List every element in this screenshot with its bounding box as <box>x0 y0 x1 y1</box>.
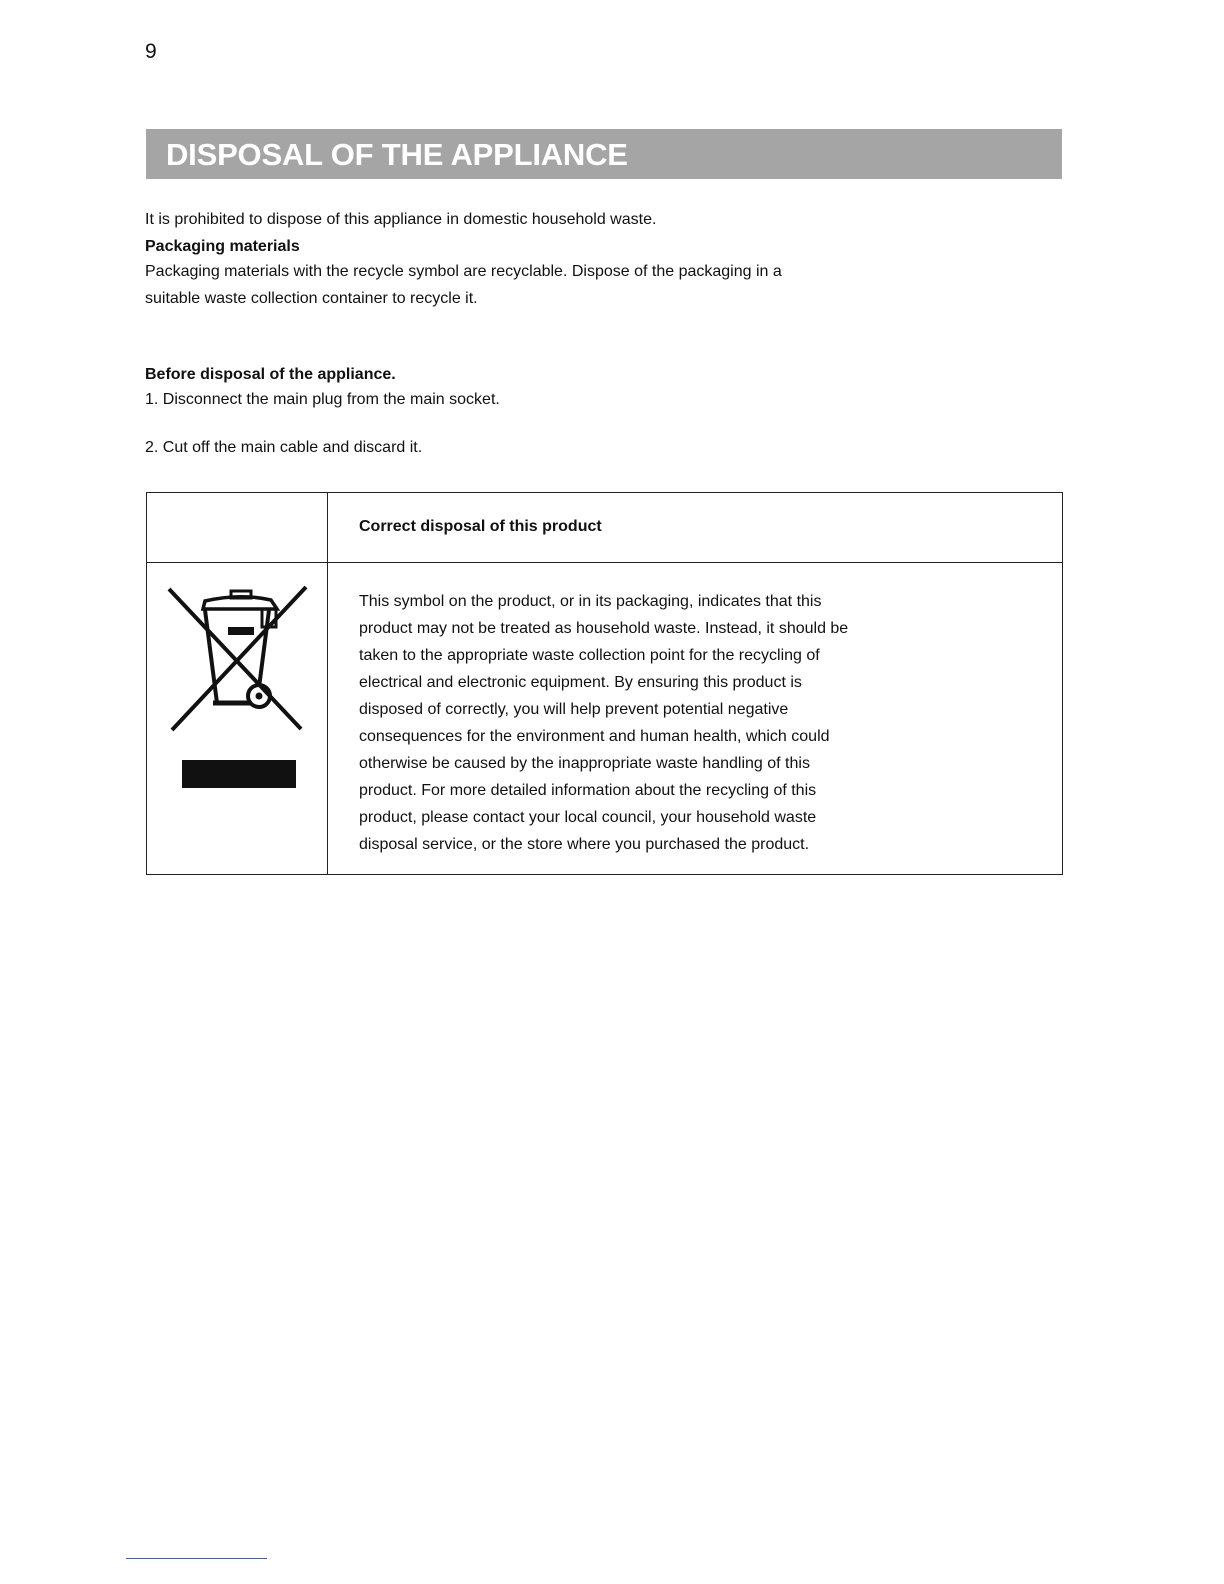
crossed-out-wheelie-bin-icon <box>165 583 310 793</box>
packaging-heading: Packaging materials <box>145 238 300 255</box>
table-row-divider <box>147 562 1062 563</box>
table-body-line: product. For more detailed information about the recycling of this <box>359 782 817 799</box>
page-number: 9 <box>145 40 157 63</box>
table-body-line: otherwise be caused by the inappropriate waste handling of this <box>359 755 810 772</box>
disposal-step-2: 2. Cut off the main cable and discard it. <box>145 439 423 456</box>
table-body-line: consequences for the environment and human health, which could <box>359 728 830 745</box>
table-body-line: product, please contact your local council, your household waste <box>359 809 817 826</box>
section-title-banner <box>146 129 1062 179</box>
before-disposal-heading: Before disposal of the appliance. <box>145 366 396 383</box>
table-body-line: This symbol on the product, or in its packaging, indicates that this <box>359 593 822 610</box>
footer-rule <box>126 1558 267 1559</box>
table-body-text <box>359 588 848 858</box>
disposal-info-table <box>146 492 1063 875</box>
prohibition-text: It is prohibited to dispose of this appliance in domestic household waste. <box>145 211 657 228</box>
table-body-line: disposal service, or the store where you purchased the product. <box>359 836 810 853</box>
table-body-line: electrical and electronic equipment. By ensuring this product is <box>359 674 802 691</box>
packaging-text-line: suitable waste collection container to recycle it. <box>145 290 478 307</box>
table-body-line: taken to the appropriate waste collection point for the recycling of <box>359 647 820 664</box>
disposal-step-1: 1. Disconnect the main plug from the main socket. <box>145 391 500 408</box>
section-title: DISPOSAL OF THE APPLIANCE <box>166 137 628 172</box>
table-heading: Correct disposal of this product <box>359 518 602 535</box>
packaging-text-line: Packaging materials with the recycle symbol are recyclable. Dispose of the packaging in a <box>145 263 782 280</box>
table-body-line: product may not be treated as household waste. Instead, it should be <box>359 620 849 637</box>
table-column-divider <box>327 493 328 874</box>
table-body-line: disposed of correctly, you will help prevent potential negative <box>359 701 789 718</box>
